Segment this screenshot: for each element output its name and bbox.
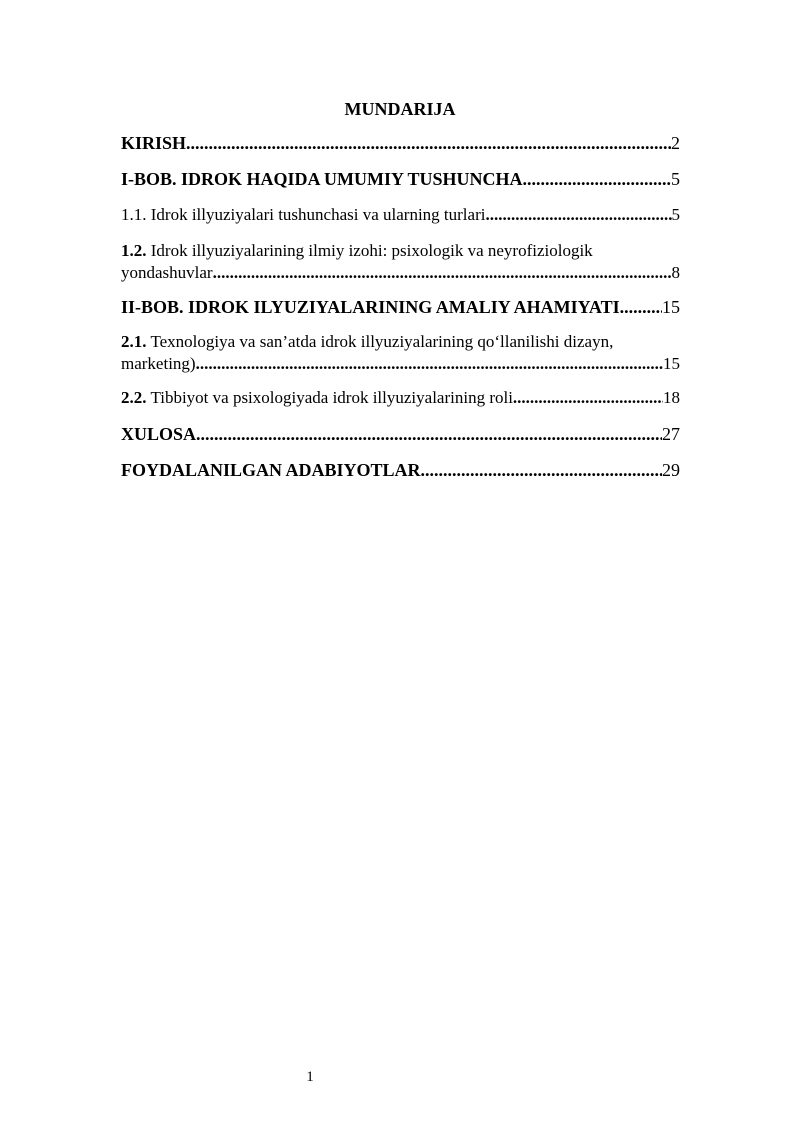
toc-entry-number: 2.2. [121, 388, 147, 407]
toc-entry-leader [121, 423, 662, 445]
toc-entry-page: 2 [671, 133, 680, 153]
toc-entry-number: 1.2. [121, 241, 147, 260]
toc-entry-leader [121, 168, 671, 190]
toc-entry-leader [121, 204, 672, 226]
page-title: MUNDARIJA [344, 99, 456, 119]
toc-entry-title: KIRISH [121, 133, 187, 153]
toc-entry-leader [121, 132, 671, 154]
toc-entry-page: 15 [663, 354, 680, 373]
toc-entry-title: 1.1. Idrok illyuziyalari tushunchasi va ularning turlari [121, 205, 486, 224]
toc-entry-page: 29 [662, 460, 680, 480]
toc-entry-number: 2.1. [121, 332, 147, 351]
toc-entry-line [121, 331, 680, 353]
toc-entry-title: I-BOB. IDROK HAQIDA UMUMIY TUSHUNCHA [121, 169, 523, 189]
toc-entry-page: 8 [671, 263, 680, 282]
toc-entry-section-2-2[interactable] [121, 387, 680, 409]
toc-entry-leader [121, 262, 672, 284]
toc-entry-title: XULOSA [121, 424, 197, 444]
toc-entry-adabiyotlar[interactable] [121, 459, 680, 481]
toc-entry-section-2-1[interactable] [121, 331, 680, 375]
toc-entry-title-cont: yondashuvlar [121, 263, 213, 282]
toc-entry-xulosa[interactable] [121, 423, 680, 445]
toc-entry-title: FOYDALANILGAN ADABIYOTLAR [121, 460, 421, 480]
toc-entry-page: 27 [662, 424, 680, 444]
toc-entry-chapter-1[interactable] [121, 168, 680, 190]
toc-entry-page: 15 [662, 297, 680, 317]
toc-entry-title: II-BOB. IDROK ILYUZIYALARINING AMALIY AHAMIYATI. [121, 297, 625, 317]
toc-entry-page: 5 [671, 169, 680, 189]
toc-entry-line [121, 240, 680, 262]
toc-entry-page: 5 [671, 205, 680, 224]
toc-entry-leader [121, 459, 662, 481]
toc-entry-title: Idrok illyuziyalarining ilmiy izohi: psixologik va neyrofiziologik [146, 241, 593, 260]
toc-entry-section-1-1[interactable] [121, 204, 680, 226]
toc-entry-title-cont: marketing) [121, 354, 196, 373]
toc-entry-leader [121, 353, 663, 375]
toc-entry-chapter-2[interactable] [121, 296, 680, 318]
toc-entry-title: Texnologiya va san’atda idrok illyuziyalarining qo‘llanilishi dizayn, [146, 332, 614, 351]
toc-entry-section-1-2[interactable] [121, 240, 680, 284]
toc-entry-title: Tibbiyot va psixologiyada idrok illyuziyalarining roli [146, 388, 513, 407]
toc-entry-line [121, 353, 680, 375]
toc-entry-page: 18 [663, 388, 680, 407]
page-number: 1 [306, 1069, 314, 1085]
toc-entry-line [121, 262, 680, 284]
toc-entry-leader [121, 387, 663, 409]
toc-entry-kirish[interactable] [121, 132, 680, 154]
table-of-contents [121, 128, 680, 481]
toc-entry-leader [121, 296, 662, 318]
